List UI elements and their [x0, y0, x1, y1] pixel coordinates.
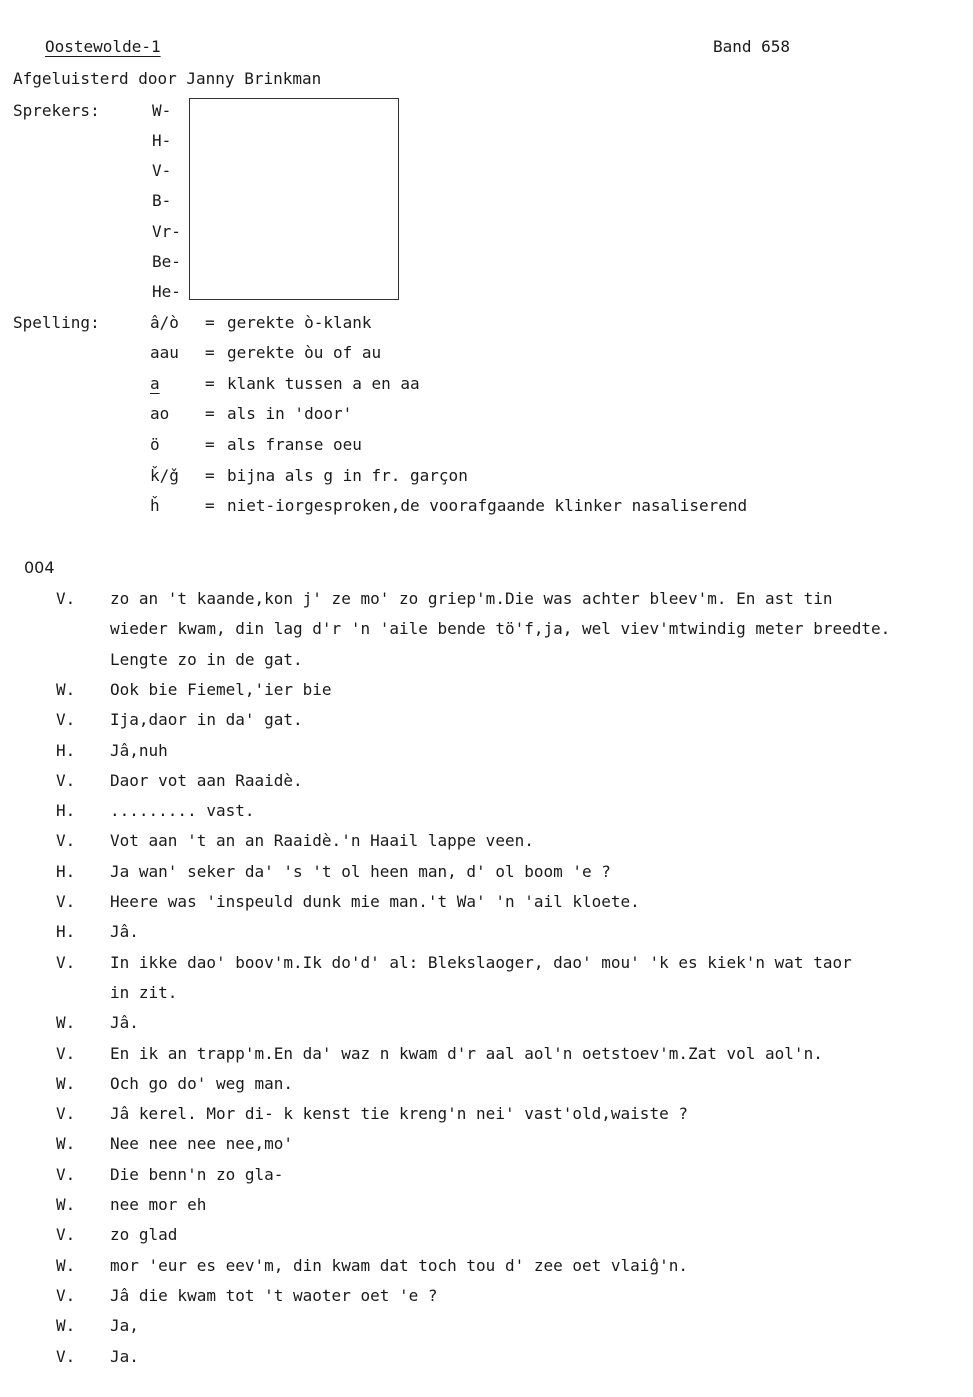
speaker-tag: H.: [56, 862, 76, 881]
speaker-code: B-: [152, 191, 172, 210]
utterance-line: Vot aan 't an an Raaidè.'n Haail lappe veen.: [110, 831, 534, 850]
spelling-description: als in 'door': [227, 404, 353, 423]
utterance-line: Lengte zo in de gat.: [110, 650, 303, 669]
document-title: Oostewolde-1: [45, 37, 161, 56]
speaker-tag: W.: [56, 1134, 76, 1153]
speaker-code: W-: [152, 101, 172, 120]
speaker-tag: V.: [56, 589, 76, 608]
utterance-line: Jâ kerel. Mor di- k kenst tie kreng'n nei' vast'old,waiste ?: [110, 1104, 688, 1123]
utterance-line: In ikke dao' boov'm.Ik do'd' al: Blekslaoger, dao' mou' 'k es kiek'n wat taor: [110, 953, 852, 972]
utterance-line: Die benn'n zo gla-: [110, 1165, 284, 1184]
listened-by: Afgeluisterd door Janny Brinkman: [13, 69, 322, 88]
utterance-line: Jâ.: [110, 922, 139, 941]
speaker-tag: H.: [56, 801, 76, 820]
spelling-equals: =: [205, 466, 215, 485]
speaker-tag: V.: [56, 710, 76, 729]
spelling-description: gerekte òu of au: [227, 343, 382, 362]
utterance-line: Daor vot aan Raaidè.: [110, 771, 303, 790]
spelling-description: gerekte ò-klank: [227, 313, 372, 332]
utterance-line: zo an 't kaande,kon j' ze mo' zo griep'm.Die was achter bleev'm. En ast tin: [110, 589, 833, 608]
spelling-symbol: ǩ/ǧ: [150, 466, 179, 485]
spelling-description: bijna als g in fr. garçon: [227, 466, 468, 485]
spelling-symbol: â/ò: [150, 313, 179, 332]
utterance-line: mor 'eur es eev'm, din kwam dat toch tou d' zee oet vlaiĝ'n.: [110, 1256, 688, 1275]
speakers-label: Sprekers:: [13, 101, 100, 120]
speaker-tag: V.: [56, 1044, 76, 1063]
spelling-equals: =: [205, 404, 215, 423]
utterance-line: Ja wan' seker da' 's 't ol heen man, d' ol boom 'e ?: [110, 862, 611, 881]
utterance-line: in zit.: [110, 983, 178, 1002]
utterance-line: Ja,: [110, 1316, 139, 1335]
tape-counter: 004: [24, 558, 55, 577]
utterance-line: wieder kwam, din lag d'r 'n 'aile bende tö'f,ja, wel viev'mtwindig meter breedte.: [110, 619, 891, 638]
spelling-description: klank tussen a en aa: [227, 374, 420, 393]
speaker-tag: V.: [56, 831, 76, 850]
speaker-tag: W.: [56, 1195, 76, 1214]
spelling-equals: =: [205, 313, 215, 332]
utterance-line: Och go do' weg man.: [110, 1074, 294, 1093]
spelling-description: als franse oeu: [227, 435, 362, 454]
speaker-box: [189, 98, 399, 300]
utterance-line: Nee nee nee nee,mo': [110, 1134, 294, 1153]
speaker-tag: H.: [56, 741, 76, 760]
speaker-tag: W.: [56, 1316, 76, 1335]
spelling-equals: =: [205, 343, 215, 362]
band-number: Band 658: [713, 37, 791, 56]
spelling-description: niet-iorgesproken,de voorafgaande klinker nasaliserend: [227, 496, 748, 515]
speaker-tag: H.: [56, 922, 76, 941]
utterance-line: Jâ,nuh: [110, 741, 168, 760]
utterance-line: Jâ die kwam tot 't waoter oet 'e ?: [110, 1286, 438, 1305]
spelling-equals: =: [205, 496, 215, 515]
utterance-line: Ija,daor in da' gat.: [110, 710, 303, 729]
utterance-line: Jâ.: [110, 1013, 139, 1032]
speaker-tag: W.: [56, 1013, 76, 1032]
speaker-tag: W.: [56, 680, 76, 699]
speaker-code: V-: [152, 161, 172, 180]
speaker-tag: V.: [56, 1104, 76, 1123]
speaker-tag: V.: [56, 1165, 76, 1184]
spelling-symbol: ö: [150, 435, 160, 454]
speaker-code: Vr-: [152, 222, 181, 241]
speaker-tag: V.: [56, 892, 76, 911]
spelling-equals: =: [205, 435, 215, 454]
spelling-symbol: ȟ: [150, 496, 160, 515]
speaker-tag: V.: [56, 1286, 76, 1305]
speaker-code: H-: [152, 131, 172, 150]
spelling-symbol: ao: [150, 404, 170, 423]
utterance-line: Heere was 'inspeuld dunk mie man.'t Wa' 'n 'ail kloete.: [110, 892, 640, 911]
utterance-line: Ja.: [110, 1347, 139, 1366]
spelling-label: Spelling:: [13, 313, 100, 332]
speaker-code: He-: [152, 282, 181, 301]
speaker-tag: V.: [56, 771, 76, 790]
utterance-line: En ik an trapp'm.En da' waz n kwam d'r aal aol'n oetstoev'm.Zat vol aol'n.: [110, 1044, 823, 1063]
speaker-tag: W.: [56, 1074, 76, 1093]
utterance-line: zo glad: [110, 1225, 178, 1244]
utterance-line: ......... vast.: [110, 801, 255, 820]
speaker-code: Be-: [152, 252, 181, 271]
utterance-line: Ook bie Fiemel,'ier bie: [110, 680, 332, 699]
speaker-tag: W.: [56, 1256, 76, 1275]
utterance-line: nee mor eh: [110, 1195, 207, 1214]
speaker-tag: V.: [56, 953, 76, 972]
speaker-tag: V.: [56, 1347, 76, 1366]
spelling-symbol: a: [150, 374, 160, 393]
spelling-equals: =: [205, 374, 215, 393]
spelling-symbol: aau: [150, 343, 179, 362]
speaker-tag: V.: [56, 1225, 76, 1244]
